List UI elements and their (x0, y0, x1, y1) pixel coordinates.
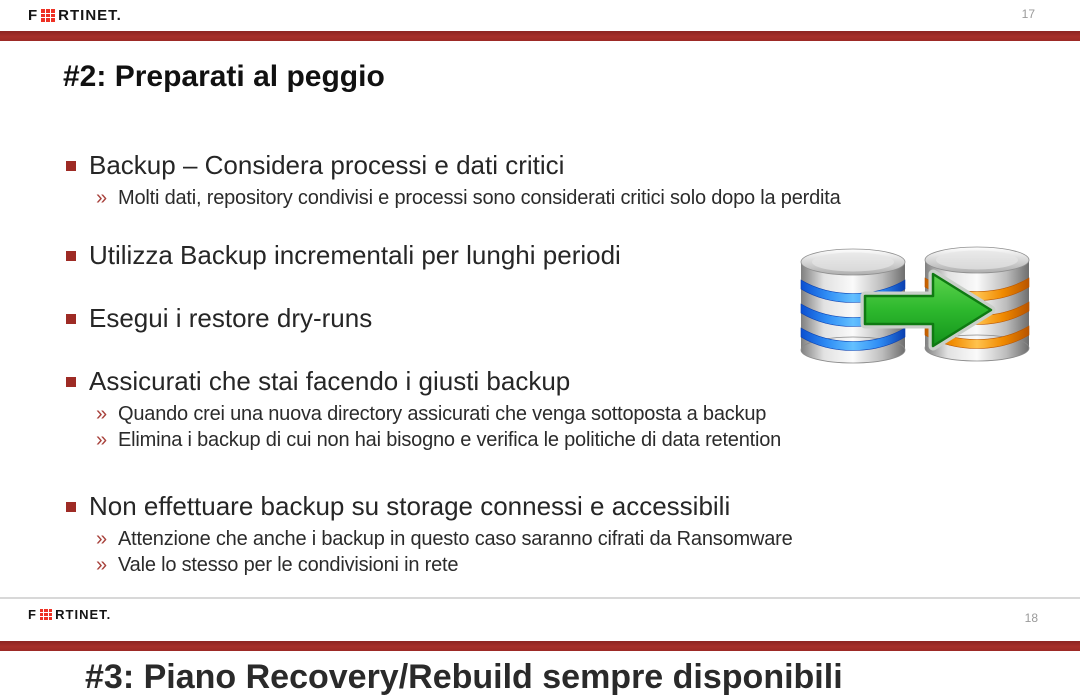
bullet-square-icon (66, 377, 76, 387)
database-sync-illustration (795, 244, 1035, 370)
bullet-text: Esegui i restore dry-runs (89, 303, 373, 333)
sub-bullet-item (0, 427, 1080, 453)
bullet-square-icon (66, 314, 76, 324)
sub-bullet-text: Vale lo stesso per le condivisioni in rete (118, 554, 459, 576)
next-slide-preview (0, 651, 1080, 696)
bottom-header (0, 599, 1080, 641)
bullet-text: Backup – Considera processi e dati critici (89, 150, 565, 180)
footer-divider-bar (0, 641, 1080, 651)
bullet-square-icon (66, 502, 76, 512)
logo-text-suffix: RTINET. (55, 607, 112, 622)
sub-bullet-item (0, 552, 1080, 578)
top-header (0, 0, 1080, 31)
sub-bullet-item (0, 401, 1080, 427)
bullet-item (0, 148, 1080, 182)
bullet-text: Non effettuare backup su storage connessi e accessibili (89, 491, 731, 521)
logo-text-suffix: RTINET. (58, 7, 122, 24)
fortinet-logo (28, 8, 122, 23)
bullet-text: Utilizza Backup incrementali per lunghi periodi (89, 240, 621, 270)
chevron-marker-icon: » (96, 554, 108, 576)
fortinet-logo (28, 608, 111, 621)
fortinet-dot-o-icon (40, 609, 52, 620)
chevron-marker-icon: » (96, 187, 108, 209)
chevron-marker-icon: » (96, 429, 108, 451)
bullet-text: Assicurati che stai facendo i giusti backup (89, 366, 571, 396)
next-slide-title-clipped: #3: Piano Recovery/Rebuild sempre disponibili (85, 658, 843, 696)
sub-bullet-text: Attenzione che anche i backup in questo caso saranno cifrati da Ransomware (118, 528, 793, 550)
bullet-square-icon (66, 161, 76, 171)
sub-bullet-text: Quando crei una nuova directory assicurati che venga sottoposta a backup (118, 403, 767, 425)
backup-databases-image (795, 244, 1035, 370)
logo-text-prefix: F (28, 7, 39, 24)
chevron-marker-icon: » (96, 528, 108, 550)
sub-bullet-item (0, 185, 1080, 211)
chevron-marker-icon: » (96, 403, 108, 425)
bullet-item (0, 489, 1080, 523)
sub-bullet-item (0, 526, 1080, 552)
fortinet-dot-o-icon (41, 9, 55, 21)
sub-bullet-text: Molti dati, repository condivisi e processi sono considerati critici solo dopo la perdita (118, 187, 841, 209)
bullet-square-icon (66, 251, 76, 261)
logo-text-prefix: F (28, 607, 37, 622)
header-divider-bar (0, 31, 1080, 41)
sub-bullet-text: Elimina i backup di cui non hai bisogno e verifica le politiche di data retention (118, 429, 782, 451)
page-number-bottom: 18 (1024, 611, 1038, 625)
page-number-top: 17 (1021, 7, 1035, 21)
slide-title: #2: Preparati al peggio (63, 60, 385, 93)
